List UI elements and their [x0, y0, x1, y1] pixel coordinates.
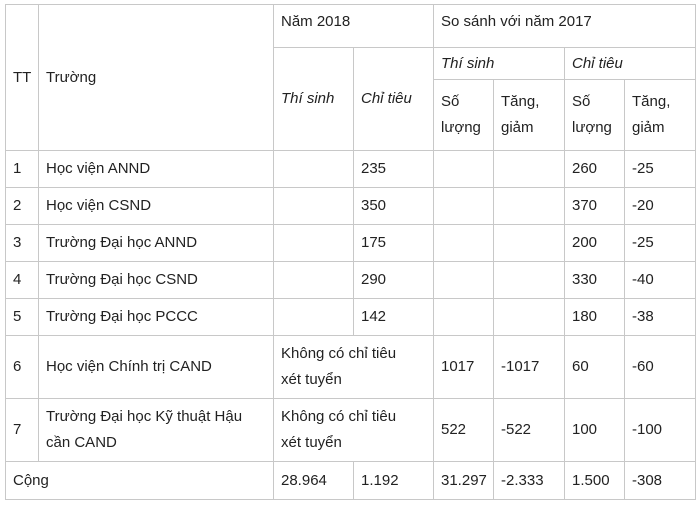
- header-tang-giam-line1: Tăng,: [632, 93, 671, 110]
- cell-tt: 5: [6, 299, 39, 336]
- cell-ts-so-luong: [434, 151, 494, 188]
- cell-tt: 7: [6, 399, 39, 462]
- cell-ct-tang-giam: -25: [625, 225, 696, 262]
- cell-thi-sinh: [274, 299, 354, 336]
- table-row: [6, 336, 696, 399]
- cell-truong: Học viện ANND: [39, 151, 274, 188]
- cell-ct-tang-giam: -40: [625, 262, 696, 299]
- header-so-luong-line1: Số: [572, 93, 591, 110]
- cell-ct-so-luong: 100: [565, 399, 625, 462]
- header-thi-sinh: Thí sinh: [274, 48, 354, 151]
- cell-ct-tang-giam: -25: [625, 151, 696, 188]
- note-line1: Không có chỉ tiêu: [281, 345, 397, 362]
- header-row-1: [6, 5, 696, 48]
- cell-chi-tieu: 350: [354, 188, 434, 225]
- header-chi-tieu: Chỉ tiêu: [354, 48, 434, 151]
- note-line2: xét tuyển: [281, 434, 342, 451]
- note-line2: xét tuyển: [281, 371, 342, 388]
- cell-note: [274, 399, 434, 462]
- cell-ct-tang-giam: -38: [625, 299, 696, 336]
- total-chi-tieu: 1.192: [354, 462, 434, 500]
- cell-ct-so-luong: 200: [565, 225, 625, 262]
- cell-ts-tang-giam: [494, 151, 565, 188]
- truong-line2: cần CAND: [46, 434, 117, 451]
- header-cmp-thi-sinh: Thí sinh: [434, 48, 565, 80]
- cell-ct-so-luong: 330: [565, 262, 625, 299]
- note-line1: Không có chỉ tiêu: [281, 408, 397, 425]
- cell-ct-so-luong: 180: [565, 299, 625, 336]
- cell-truong: Trường Đại học PCCC: [39, 299, 274, 336]
- total-label: Cộng: [6, 462, 274, 500]
- cell-tt: 3: [6, 225, 39, 262]
- cell-thi-sinh: [274, 188, 354, 225]
- cell-truong: Trường Đại học ANND: [39, 225, 274, 262]
- cell-tt: 4: [6, 262, 39, 299]
- cell-ts-tang-giam: [494, 188, 565, 225]
- header-nam-2018: Năm 2018: [274, 5, 434, 48]
- cell-ts-so-luong: [434, 188, 494, 225]
- cell-ts-tang-giam: [494, 225, 565, 262]
- cell-tt: 6: [6, 336, 39, 399]
- cell-ct-so-luong: 260: [565, 151, 625, 188]
- cell-ts-so-luong: 1017: [434, 336, 494, 399]
- cell-ts-so-luong: [434, 262, 494, 299]
- total-row: [6, 462, 696, 500]
- cell-truong: Trường Đại học CSND: [39, 262, 274, 299]
- header-ct-so-luong: [565, 80, 625, 151]
- cell-chi-tieu: 290: [354, 262, 434, 299]
- table-row: [6, 225, 696, 262]
- cell-ts-so-luong: 522: [434, 399, 494, 462]
- total-ct-so-luong: 1.500: [565, 462, 625, 500]
- header-tt: TT: [6, 5, 39, 151]
- cell-thi-sinh: [274, 151, 354, 188]
- header-tang-giam-line1: Tăng,: [501, 93, 540, 110]
- truong-line1: Trường Đại học Kỹ thuật Hậu: [46, 408, 243, 425]
- admission-table: [5, 4, 696, 500]
- header-ts-tang-giam: [494, 80, 565, 151]
- cell-ts-so-luong: [434, 299, 494, 336]
- table-row: [6, 151, 696, 188]
- cell-ct-so-luong: 370: [565, 188, 625, 225]
- cell-thi-sinh: [274, 262, 354, 299]
- header-so-sanh: So sánh với năm 2017: [434, 5, 696, 48]
- table-row: [6, 399, 696, 462]
- total-thi-sinh: 28.964: [274, 462, 354, 500]
- table-row: [6, 262, 696, 299]
- cell-ts-tang-giam: [494, 262, 565, 299]
- total-ts-tang-giam: -2.333: [494, 462, 565, 500]
- header-so-luong-line2: lượng: [572, 119, 612, 136]
- cell-ct-tang-giam: -100: [625, 399, 696, 462]
- cell-truong: [39, 399, 274, 462]
- cell-tt: 1: [6, 151, 39, 188]
- header-cmp-chi-tieu: Chỉ tiêu: [565, 48, 696, 80]
- total-ts-so-luong: 31.297: [434, 462, 494, 500]
- cell-chi-tieu: 142: [354, 299, 434, 336]
- cell-ct-tang-giam: -60: [625, 336, 696, 399]
- cell-ct-tang-giam: -20: [625, 188, 696, 225]
- cell-ts-so-luong: [434, 225, 494, 262]
- header-tang-giam-line2: giảm: [632, 119, 665, 136]
- cell-ts-tang-giam: [494, 299, 565, 336]
- header-so-luong-line1: Số: [441, 93, 460, 110]
- cell-tt: 2: [6, 188, 39, 225]
- header-truong: Trường: [39, 5, 274, 151]
- cell-note: [274, 336, 434, 399]
- cell-ts-tang-giam: -522: [494, 399, 565, 462]
- header-tang-giam-line2: giảm: [501, 119, 534, 136]
- cell-chi-tieu: 175: [354, 225, 434, 262]
- cell-chi-tieu: 235: [354, 151, 434, 188]
- total-ct-tang-giam: -308: [625, 462, 696, 500]
- table-row: [6, 299, 696, 336]
- cell-truong: Học viện Chính trị CAND: [39, 336, 274, 399]
- cell-ct-so-luong: 60: [565, 336, 625, 399]
- cell-ts-tang-giam: -1017: [494, 336, 565, 399]
- cell-thi-sinh: [274, 225, 354, 262]
- header-ts-so-luong: [434, 80, 494, 151]
- admission-table-container: [5, 4, 696, 500]
- header-so-luong-line2: lượng: [441, 119, 481, 136]
- table-row: [6, 188, 696, 225]
- header-ct-tang-giam: [625, 80, 696, 151]
- cell-truong: Học viện CSND: [39, 188, 274, 225]
